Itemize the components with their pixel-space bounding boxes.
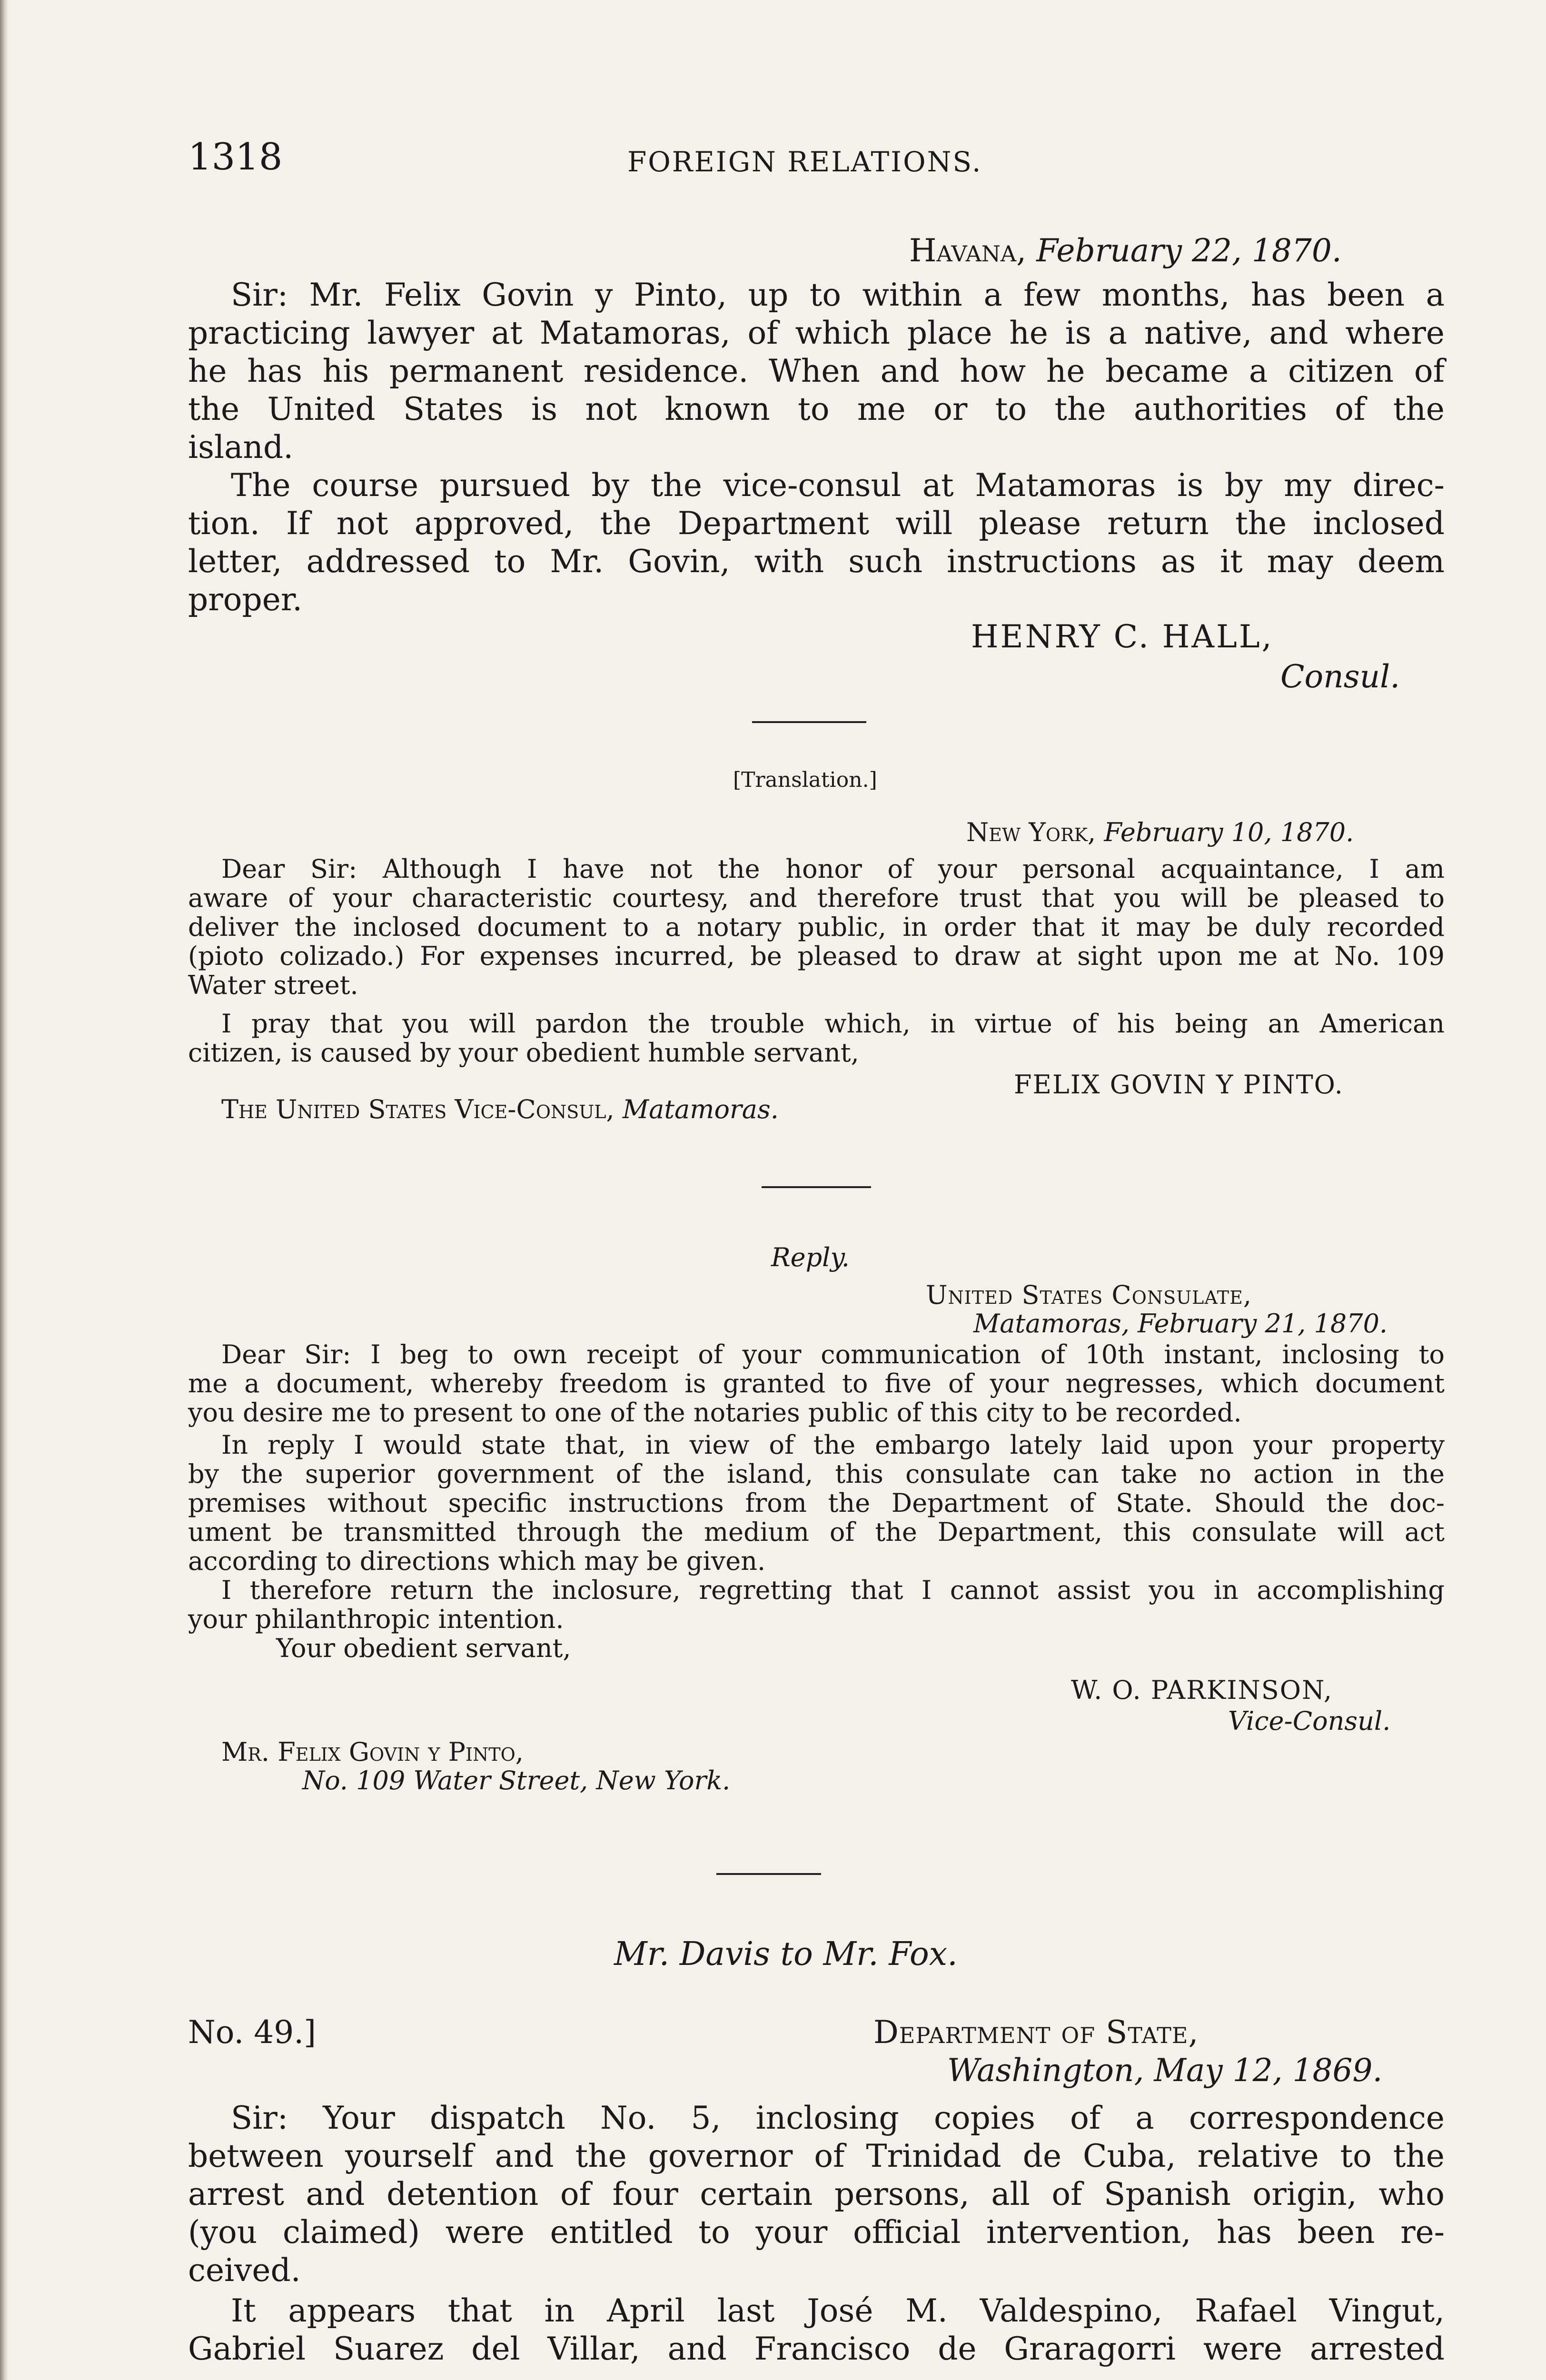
reply-addressee-address: No. 109 Water Street, New York. xyxy=(302,1765,731,1795)
text-line: you desire me to present to one of the notaries public of this city to be recorded. xyxy=(188,1398,1242,1428)
letter2-para-2 xyxy=(188,2292,1445,2368)
reply-para-2 xyxy=(188,1430,1445,1576)
translation-dateline xyxy=(966,818,1354,847)
text-line: It appears that in April last José M. Valdespino, Rafael Vingut, xyxy=(231,2292,1445,2329)
text-line: Gabriel Suarez del Villar, and Francisco de Graragorri were arrested xyxy=(188,2330,1445,2367)
reply-office: United States Consulate, xyxy=(926,1280,1252,1310)
text-line: ument be transmitted through the medium of the Department, this consulate will act xyxy=(188,1517,1445,1547)
section-divider xyxy=(752,721,866,723)
translation-place: New York, xyxy=(966,817,1096,847)
reply-closing: Your obedient servant, xyxy=(276,1633,571,1663)
letter1-para-2 xyxy=(188,466,1445,619)
section-divider xyxy=(762,1186,871,1188)
letter1-signature-title: Consul. xyxy=(1280,658,1400,695)
text-line: deliver the inclosed document to a notary public, in order that it may be duly recorded xyxy=(188,912,1445,942)
reply-signature: W. O. PARKINSON, xyxy=(1071,1675,1333,1705)
reply-signature-title: Vice-Consul. xyxy=(1228,1706,1391,1736)
page-edge-shadow xyxy=(0,0,9,2380)
letter2-office: Department of State, xyxy=(873,2014,1199,2051)
letter2-para-1 xyxy=(188,2099,1445,2290)
text-line: Water street. xyxy=(188,970,358,1000)
text-line: In reply I would state that, in view of the embargo lately laid upon your property xyxy=(221,1430,1445,1460)
translation-label: [Translation.] xyxy=(733,768,877,792)
text-line: premises without specific instructions from the Department of State. Should the doc- xyxy=(188,1488,1445,1518)
text-line: letter, addressed to Mr. Govin, with such instructions as it may deem xyxy=(188,543,1445,580)
letter1-dateline xyxy=(909,232,1342,270)
text-line: between yourself and the governor of Trinidad de Cuba, relative to the xyxy=(188,2138,1445,2174)
section-divider xyxy=(716,1873,821,1875)
text-line: Dear Sir: Although I have not the honor of your personal acquaintance, I am xyxy=(221,854,1445,884)
translation-signature: FELIX GOVIN Y PINTO. xyxy=(1014,1070,1344,1100)
running-title: FOREIGN RELATIONS. xyxy=(627,146,982,178)
letter2-heading: Mr. Davis to Mr. Fox. xyxy=(614,1935,958,1973)
letter1-date: February 22, 1870. xyxy=(1036,232,1342,269)
text-line: practicing lawyer at Matamoras, of which place he is a native, and where xyxy=(188,315,1445,351)
text-line: Sir: Your dispatch No. 5, inclosing copies of a correspondence xyxy=(231,2100,1445,2136)
text-line: (pioto colizado.) For expenses incurred, be pleased to draw at sight upon me at No. 109 xyxy=(188,941,1445,971)
translation-addressee-place: Matamoras. xyxy=(622,1094,779,1124)
text-line: according to directions which may be given. xyxy=(188,1546,766,1576)
text-line: by the superior government of the island, this consulate can take no action in the xyxy=(188,1459,1445,1489)
letter1-place: Havana, xyxy=(909,232,1027,269)
translation-addressee xyxy=(221,1095,779,1124)
text-line: citizen, is caused by your obedient humble servant, xyxy=(188,1038,859,1068)
reply-place-date: Matamoras, February 21, 1870. xyxy=(973,1309,1388,1339)
text-line: arrest and detention of four certain persons, all of Spanish origin, who xyxy=(188,2176,1445,2212)
text-line: he has his permanent residence. When and how he became a citizen of xyxy=(188,353,1445,389)
text-line: ceived. xyxy=(188,2252,301,2289)
text-line: me a document, whereby freedom is granted to five of your negresses, which document xyxy=(188,1368,1445,1398)
text-line: aware of your characteristic courtesy, and therefore trust that you will be pleased to xyxy=(188,883,1445,913)
text-line: The course pursued by the vice-consul at Matamoras is by my direc- xyxy=(231,467,1445,504)
reply-label: Reply. xyxy=(771,1242,850,1272)
translation-para-1 xyxy=(188,854,1445,1000)
text-line: your philanthropic intention. xyxy=(188,1604,564,1634)
reply-para-1 xyxy=(188,1340,1445,1427)
translation-para-2 xyxy=(188,1009,1445,1067)
text-line: I therefore return the inclosure, regretting that I cannot assist you in accomplishing xyxy=(221,1575,1445,1605)
letter2-place-date: Washington, May 12, 1869. xyxy=(947,2052,1383,2089)
reply-addressee-name: Mr. Felix Govin y Pinto, xyxy=(221,1737,524,1767)
letter1-para-1 xyxy=(188,276,1445,466)
text-line: Sir: Mr. Felix Govin y Pinto, up to within a few months, has been a xyxy=(231,277,1445,313)
letter2-number: No. 49.] xyxy=(188,2014,316,2051)
letter1-signature: HENRY C. HALL, xyxy=(971,618,1274,655)
page-number: 1318 xyxy=(188,136,283,178)
text-line: I pray that you will pardon the trouble which, in virtue of his being an American xyxy=(221,1009,1445,1039)
translation-addressee-name: The United States Vice-Consul, xyxy=(221,1094,614,1124)
text-line: tion. If not approved, the Department will please return the inclosed xyxy=(188,505,1445,542)
translation-date: February 10, 1870. xyxy=(1104,817,1354,847)
text-line: (you claimed) were entitled to your official intervention, has been re- xyxy=(188,2214,1445,2251)
text-line: Dear Sir: I beg to own receipt of your communication of 10th instant, inclosing to xyxy=(221,1339,1445,1369)
text-line: island. xyxy=(188,429,294,466)
text-line: the United States is not known to me or to the authorities of the xyxy=(188,391,1445,427)
reply-para-3 xyxy=(188,1576,1445,1634)
text-line: proper. xyxy=(188,581,303,618)
